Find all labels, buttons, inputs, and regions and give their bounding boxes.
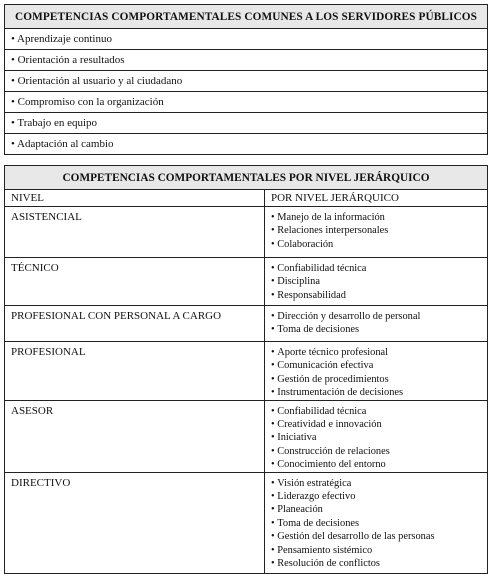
level-competency-item: • Iniciativa [271, 431, 481, 444]
level-competency-item: • Conocimiento del entorno [271, 458, 481, 471]
level-name: PROFESIONAL CON PERSONAL A CARGO [5, 306, 265, 342]
level-competency-item: • Gestión del desarrollo de las personas [271, 530, 481, 543]
level-competency-item: • Relaciones interpersonales [271, 224, 481, 237]
level-row [5, 472, 488, 573]
level-competency-item: • Visión estratégica [271, 477, 481, 490]
level-competency-item: • Dirección y desarrollo de personal [271, 310, 481, 323]
common-competency-item: • Compromiso con la organización [5, 92, 488, 113]
level-competency-item: • Creatividad e innovación [271, 418, 481, 431]
level-row [5, 306, 488, 342]
level-competency-item: • Toma de decisiones [271, 517, 481, 530]
level-name: ASISTENCIAL [5, 207, 265, 258]
level-competency-list [271, 211, 481, 251]
level-competency-list [271, 346, 481, 400]
level-competency-item: • Gestión de procedimientos [271, 373, 481, 386]
level-competency-list [271, 477, 481, 571]
level-competency-item: • Toma de decisiones [271, 323, 481, 336]
common-competency-item: • Orientación al usuario y al ciudadano [5, 71, 488, 92]
common-competencies-title: COMPETENCIAS COMPORTAMENTALES COMUNES A LOS SERVIDORES PÚBLICOS [5, 5, 488, 29]
level-competencies-table [4, 165, 488, 574]
level-competency-list [271, 310, 481, 337]
level-name: TÉCNICO [5, 258, 265, 306]
common-competency-item: • Aprendizaje continuo [5, 29, 488, 50]
column-header-competencies: POR NIVEL JERÁRQUICO [265, 190, 488, 207]
level-competency-item: • Construcción de relaciones [271, 445, 481, 458]
common-competency-item: • Orientación a resultados [5, 50, 488, 71]
common-competency-item: • Adaptación al cambio [5, 134, 488, 155]
level-competency-item: • Responsabilidad [271, 289, 481, 302]
level-row [5, 207, 488, 258]
level-competency-item: • Pensamiento sistémico [271, 544, 481, 557]
level-row [5, 342, 488, 401]
level-competency-item: • Manejo de la información [271, 211, 481, 224]
level-competency-item: • Colaboración [271, 238, 481, 251]
level-competencies-title: COMPETENCIAS COMPORTAMENTALES POR NIVEL JERÁRQUICO [5, 166, 488, 190]
level-competency-list [271, 262, 481, 302]
level-name: DIRECTIVO [5, 472, 265, 573]
common-competencies-table [4, 4, 488, 155]
level-competency-item: • Resolución de conflictos [271, 557, 481, 570]
level-name: ASESOR [5, 400, 265, 472]
level-competency-item: • Disciplina [271, 275, 481, 288]
level-competency-item: • Liderazgo efectivo [271, 490, 481, 503]
column-header-level: NIVEL [5, 190, 265, 207]
level-competency-item: • Comunicación efectiva [271, 359, 481, 372]
level-competency-item: • Confiabilidad técnica [271, 262, 481, 275]
level-competency-item: • Aporte técnico profesional [271, 346, 481, 359]
common-competency-item: • Trabajo en equipo [5, 113, 488, 134]
level-row [5, 258, 488, 306]
level-competency-item: • Planeación [271, 503, 481, 516]
level-competency-item: • Confiabilidad técnica [271, 405, 481, 418]
level-competency-item: • Instrumentación de decisiones [271, 386, 481, 399]
level-name: PROFESIONAL [5, 342, 265, 401]
level-row [5, 400, 488, 472]
level-competency-list [271, 405, 481, 472]
